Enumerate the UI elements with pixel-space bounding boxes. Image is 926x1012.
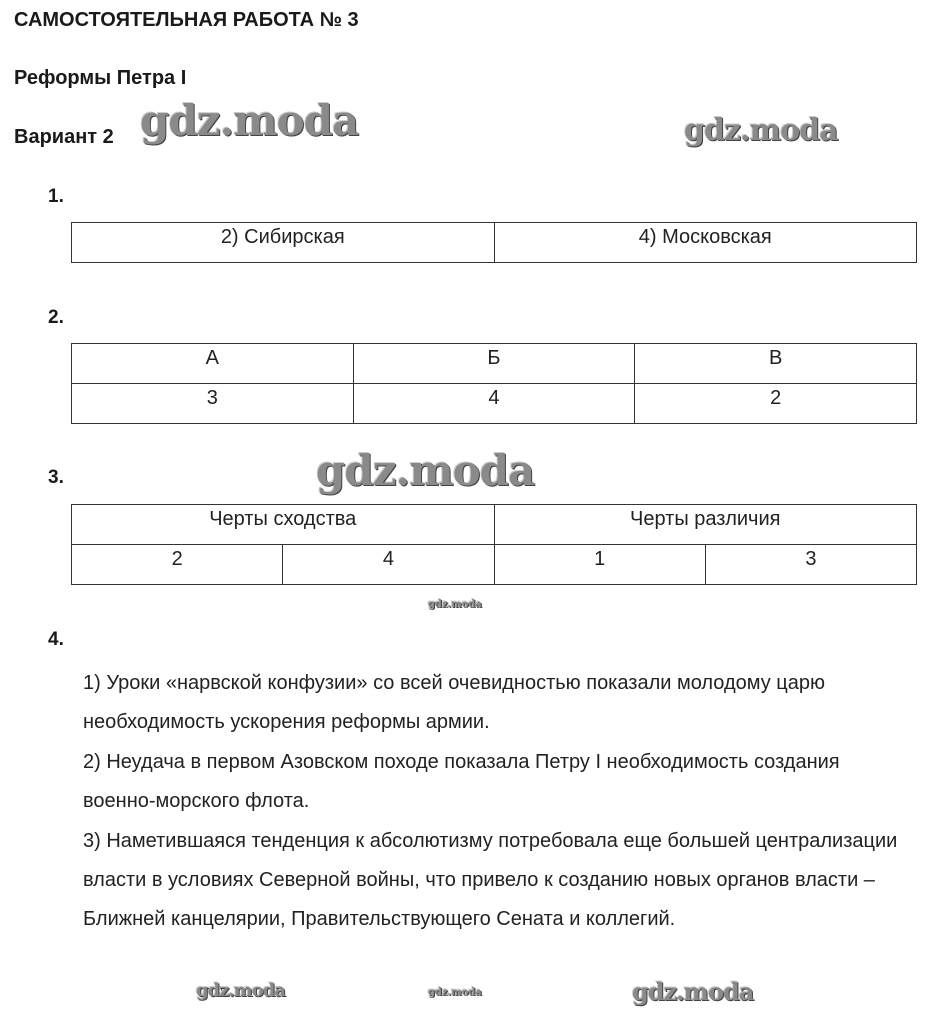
table-header: Черты сходства — [72, 505, 495, 545]
watermark: gdz.moda — [196, 980, 285, 1001]
table-cell: 4 — [283, 545, 494, 585]
task-1-number: 1. — [48, 186, 64, 207]
table-cell: 4 — [353, 384, 635, 424]
table-cell: 3 — [705, 545, 916, 585]
answer-paragraph: 3) Наметившаяся тенденция к абсолютизму потребовала еще большей централизации власти в условиях Северной войны, что привело к созданию новых органов власти – Ближней канцелярии, Правительствующего Сената и коллегий. — [83, 829, 898, 931]
answer-paragraph: 1) Уроки «нарвской конфузии» со всей очевидностью показали молодому царю необходимость ускорения реформы армии. — [83, 672, 826, 734]
watermark: gdz.moda — [316, 446, 535, 495]
table-header: Б — [353, 344, 635, 384]
task-1-table — [71, 222, 917, 263]
answer-paragraph: 2) Неудача в первом Азовском походе показала Петру I необходимость создания военно-морского флота. — [83, 750, 840, 813]
table-header: В — [635, 344, 917, 384]
table-cell: 2 — [72, 545, 283, 585]
task-4-number: 4. — [48, 629, 64, 650]
watermark: gdz.moda — [428, 987, 482, 998]
watermark: gdz.moda — [428, 599, 482, 610]
task-3-number: 3. — [48, 467, 64, 488]
page-title: САМОСТОЯТЕЛЬНАЯ РАБОТА № 3 — [14, 9, 359, 31]
task-2-number: 2. — [48, 307, 64, 328]
task-3-table — [71, 504, 917, 585]
table-header: Черты различия — [494, 505, 917, 545]
table-header: А — [72, 344, 354, 384]
task-2-table — [71, 343, 917, 424]
watermark: gdz.moda — [632, 977, 754, 1006]
watermark: gdz.moda — [684, 113, 838, 148]
table-cell: 3 — [72, 384, 354, 424]
table-cell: 4) Московская — [494, 223, 917, 263]
variant-label: Вариант 2 — [14, 126, 114, 148]
table-cell: 2 — [635, 384, 917, 424]
table-cell: 1 — [494, 545, 705, 585]
task-4-answer — [83, 664, 913, 940]
table-cell: 2) Сибирская — [72, 223, 495, 263]
subtitle: Реформы Петра I — [14, 67, 187, 89]
watermark: gdz.moda — [140, 96, 359, 145]
